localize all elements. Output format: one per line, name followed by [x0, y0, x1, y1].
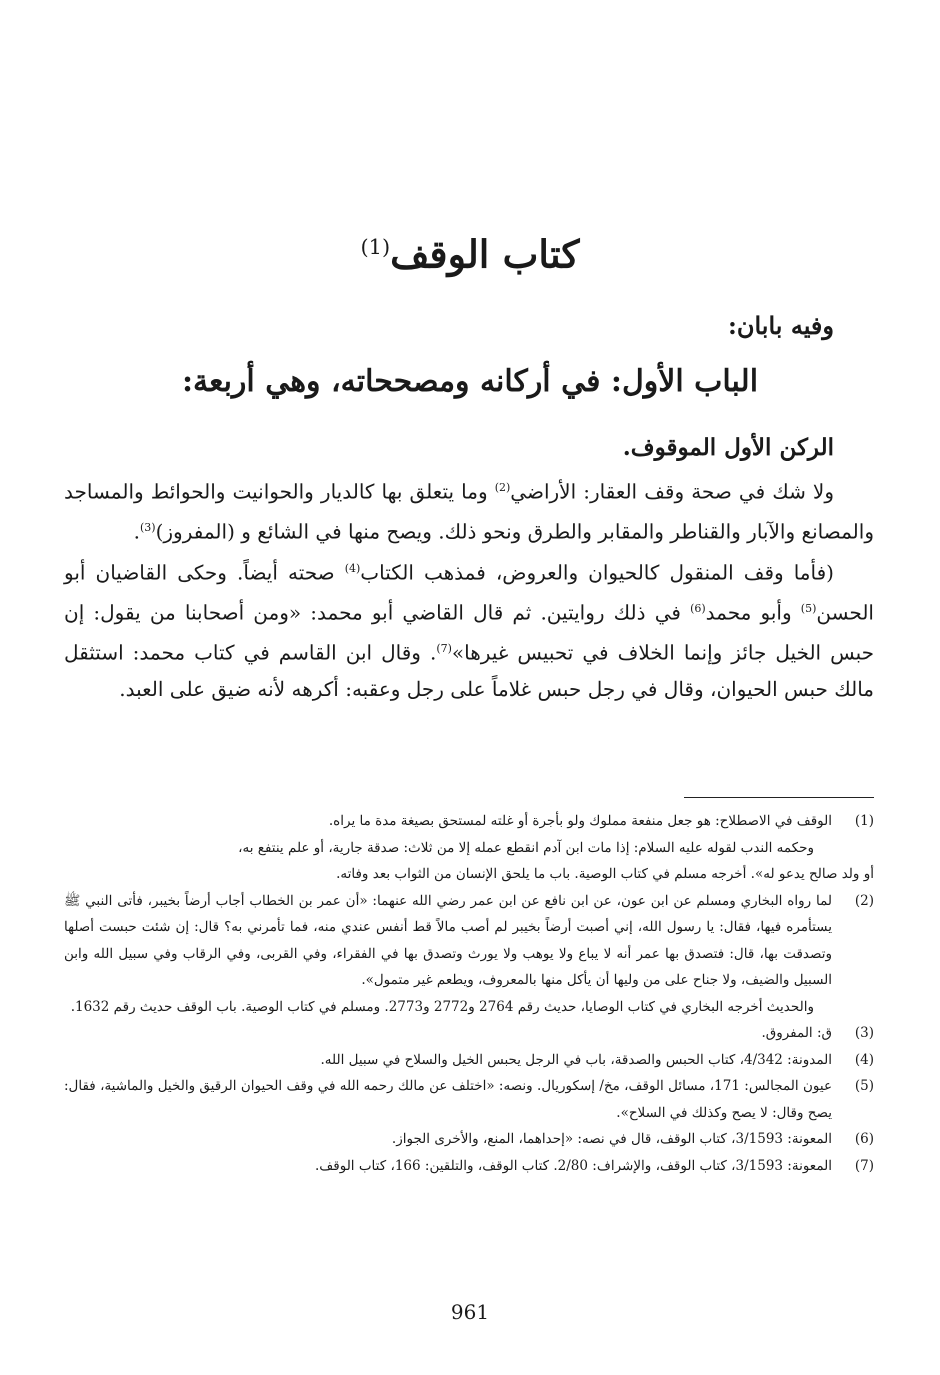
- paragraph-1: [64, 470, 874, 551]
- footnotes: [64, 808, 874, 1179]
- footnote-number: (3): [854, 1025, 874, 1041]
- footnote-divider: [684, 797, 874, 798]
- text-run: ولا شك في صحة وقف العقار: الأراضي: [510, 479, 834, 504]
- footnote-ref[interactable]: (7): [436, 642, 452, 655]
- footnote-line: لما رواه البخاري ومسلم عن ابن عون، عن ابن نافع عن ابن عمر رضي الله عنهما: «أن عمر بن الخطاب أجاب أرضاً بخيبر، فأتى النبي ﷺ يستأمره فيها، فقال: يا رسول الله، إني أصبت أرضاً بخيبر لم أصب مالاً قط أنفس عندي منه، فما تأمرني به؟ قال: إن شئت حبست أصلها وتصدقت بها، قال: فتصدق بها عمر أنه لا يباع ولا يوهب ولا يورث وتصدق بها في الفقراء، وفي القربى، وفي الرقاب وفي سبيل الله وابن السبيل والضيف، ولا جناح على من وليها أن يأكل منها بالمعروف، ويطعم غير متمول».: [64, 892, 832, 988]
- book-title-text: كتاب الوقف: [390, 231, 580, 277]
- book-title: [0, 222, 940, 280]
- footnote-number: (1): [854, 813, 874, 829]
- text-run: وأبو محمد: [705, 600, 801, 625]
- page-number: 961: [450, 1300, 490, 1324]
- footnote-text: المدونة: 4/342، كتاب الحبس والصدقة، باب في الرجل يحبس الخيل والسلاح في سبيل الله.: [320, 1051, 832, 1068]
- footnote-6: [64, 1126, 874, 1153]
- footnote-ref[interactable]: (6): [690, 601, 706, 615]
- footnote-ref[interactable]: (5): [800, 601, 817, 615]
- footnote-text: [64, 888, 832, 1021]
- footnote-line: أو ولد صالح يدعو له». أخرجه مسلم في كتاب الوصية. باب ما يلحق الإنسان من الثواب بعد وفاته.: [336, 866, 874, 882]
- footnote-text: [64, 808, 874, 888]
- text-run: (فأما وقف المنقول كالحيوان والعروض، فمذهب الكتاب: [360, 560, 834, 585]
- text-run: صحته أيضاً. وحكى القاضيان أبو الحسن: [64, 560, 874, 625]
- footnote-4: [64, 1047, 874, 1074]
- footnote-number: (7): [854, 1157, 874, 1174]
- paragraph-2: [64, 551, 874, 708]
- main-text: [64, 470, 874, 708]
- footnote-line: الوقف في الاصطلاح: هو جعل منفعة مملوك ولو بأجرة أو غلته لمستحق بصيغة مدة ما يراه.: [328, 813, 832, 829]
- footnote-ref[interactable]: (1): [360, 235, 391, 259]
- text-run: في ذلك روايتين. ثم قال القاضي أبو محمد: «ومن أصحابنا من يقول: إن حبس الخيل جائز وإنما الخلاف في تحبيس غيرها»: [64, 600, 874, 665]
- intro-line: وفيه بابان:: [728, 311, 834, 340]
- footnote-1: [64, 808, 874, 888]
- footnote-text: المعونة: 3/1593، كتاب الوقف، والإشراف: 2/80. كتاب الوقف، والتلقين: 166، كتاب الوقف.: [315, 1157, 832, 1174]
- footnote-2: [64, 888, 874, 1021]
- footnote-number: (2): [854, 892, 874, 909]
- footnote-ref[interactable]: (3): [140, 521, 156, 535]
- text-run: . وقال ابن القاسم في كتاب محمد: استثقل مالك حبس الحيوان، وقال في رجل حبس غلاماً على رجل وعقبه: أكرهه لأنه ضيق على العبد.: [64, 640, 874, 702]
- footnote-5: [64, 1073, 874, 1126]
- footnote-number: (4): [854, 1051, 874, 1068]
- footnote-line: وحكمه الندب لقوله عليه السلام: إذا مات ابن آدم انقطع عمله إلا من ثلاث: صدقة جارية، أو علم ينتفع به،: [238, 839, 814, 856]
- footnote-text: عيون المجالس: 171، مسائل الوقف، مخ/ إسكوريال. ونصه: «اختلف عن مالك رحمه الله في وقف الحيوان الرقيق والخيل والماشية، فقال: يصح وقال: لا يصح وكذلك في السلاح».: [64, 1078, 832, 1121]
- footnote-ref[interactable]: (4): [344, 561, 361, 575]
- footnote-number: (6): [854, 1131, 874, 1147]
- footnote-line: والحديث أخرجه البخاري في كتاب الوصايا، حديث رقم 2764 و2772 و2773. ومسلم في كتاب الوصية. باب الوقف حديث رقم 1632.: [70, 998, 814, 1015]
- chapter-title: الباب الأول: في أركانه ومصححاته، وهي أربعة:: [181, 364, 759, 399]
- footnote-7: [64, 1153, 874, 1180]
- footnote-3: [64, 1020, 874, 1047]
- text-run: وما يتعلق بها كالديار والحوانيت والحوائط والمساجد والمصانع والآبار والقناطر والمقابر والطرق ونحو ذلك. ويصح منها في الشائع و (المفروز): [64, 479, 874, 544]
- footnote-text: المعونة: 3/1593، كتاب الوقف، قال في نصه: «إحداهما، المنع، والأخرى الجواز.: [391, 1131, 832, 1147]
- footnote-text: ق: المفروق.: [761, 1025, 832, 1041]
- text-run: .: [133, 519, 140, 544]
- section-heading: الركن الأول الموقوف.: [622, 434, 834, 461]
- footnote-number: (5): [854, 1078, 874, 1094]
- footnote-ref[interactable]: (2): [494, 481, 511, 494]
